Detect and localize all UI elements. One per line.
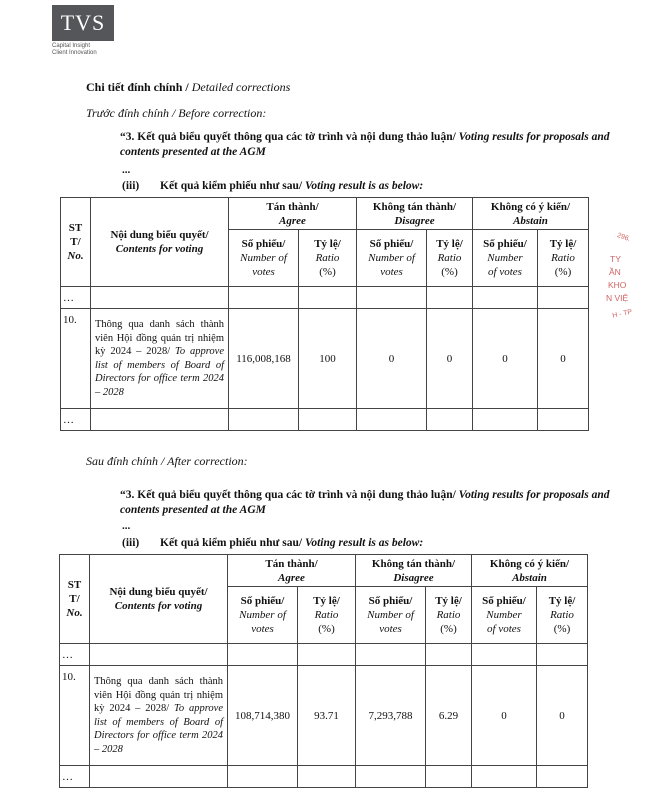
header-no-3: No. xyxy=(67,250,84,262)
empty-cell xyxy=(229,287,299,309)
subheading-roman: (iii) xyxy=(122,537,140,549)
ratio-vi: Tỷ lệ/ xyxy=(313,595,340,607)
empty-cell xyxy=(537,766,588,788)
votes-vi: Số phiếu/ xyxy=(369,238,414,250)
empty-cell xyxy=(228,766,298,788)
ratio-pct: (%) xyxy=(318,623,335,635)
heading-en: Voting results for proposals and contents presented at the AGM xyxy=(120,131,610,158)
ratio-pct: (%) xyxy=(554,266,572,278)
ratio-en: Ratio xyxy=(314,609,339,621)
heading-en: Voting results for proposals and contents presented at the AGM xyxy=(120,489,610,516)
header-agree xyxy=(228,555,356,587)
table-row xyxy=(60,666,588,766)
empty-cell xyxy=(357,287,427,309)
red-stamp xyxy=(606,232,655,346)
row-ellipsis-no: … xyxy=(60,766,90,788)
header-no-1: ST xyxy=(68,222,83,234)
header-agree-en: Agree xyxy=(278,571,305,584)
empty-cell xyxy=(427,409,473,431)
header-agree-en: Agree xyxy=(279,214,306,227)
empty-cell xyxy=(91,409,229,431)
table-row xyxy=(61,287,589,309)
abstain-ratio-value: 0 xyxy=(538,309,589,409)
votes-en-1: Number of xyxy=(367,609,414,621)
abstain-votes-value: 0 xyxy=(473,309,538,409)
agree-votes-value: 108,714,380 xyxy=(228,666,298,766)
empty-cell xyxy=(298,766,356,788)
header-abstain-ratio xyxy=(537,587,588,644)
empty-cell xyxy=(427,287,473,309)
header-abstain-en: Abstain xyxy=(513,214,548,227)
empty-cell xyxy=(473,287,538,309)
row-content-en: To approve list of members of Board of Directors for office term 2024 – 2028 xyxy=(95,346,224,398)
stamp-line-1: 296. xyxy=(616,232,632,244)
header-agree-ratio xyxy=(298,587,356,644)
header-agree-ratio xyxy=(299,230,357,287)
row-ellipsis-no: … xyxy=(61,287,91,309)
row-content-vi: Thông qua danh sách thành viên Hội đồng quản trị nhiệm kỳ 2024 – 2028/ xyxy=(94,676,223,714)
empty-cell xyxy=(228,644,298,666)
before-item-heading xyxy=(120,130,620,160)
header-no xyxy=(61,198,91,287)
votes-vi: Số phiếu/ xyxy=(368,595,413,607)
votes-abs-en-1: Number xyxy=(486,609,522,621)
header-agree-votes xyxy=(228,587,298,644)
header-no-2: T/ xyxy=(69,593,80,605)
empty-cell xyxy=(90,644,228,666)
stamp-line-4: KHO xyxy=(608,280,627,290)
empty-cell xyxy=(298,644,356,666)
header-disagree-ratio xyxy=(427,230,473,287)
header-content-vi: Nội dung biểu quyết/ xyxy=(110,229,209,241)
header-content-en: Contents for voting xyxy=(114,600,203,612)
header-abstain-vi: Không có ý kiến/ xyxy=(490,200,571,213)
header-abstain xyxy=(473,198,589,230)
after-label: Sau đính chính / After correction: xyxy=(86,454,248,468)
table-row xyxy=(61,309,589,409)
header-abstain xyxy=(472,555,588,587)
header-content-vi: Nội dung biểu quyết/ xyxy=(109,586,208,598)
logo-tagline-2: Client Innovation xyxy=(52,50,97,56)
header-disagree xyxy=(356,555,472,587)
agree-ratio-value: 100 xyxy=(299,309,357,409)
header-content xyxy=(90,555,228,644)
empty-cell xyxy=(473,409,538,431)
ratio-vi: Tỷ lệ/ xyxy=(548,595,576,607)
empty-cell xyxy=(357,409,427,431)
agree-votes-value: 116,008,168 xyxy=(229,309,299,409)
header-no xyxy=(60,555,90,644)
disagree-votes-value: 7,293,788 xyxy=(356,666,426,766)
stamp-line-3: ẦN xyxy=(609,267,621,277)
table-row xyxy=(60,644,588,666)
disagree-ratio-value: 6.29 xyxy=(426,666,472,766)
ratio-vi: Tỷ lệ/ xyxy=(314,238,341,250)
empty-cell xyxy=(299,409,357,431)
votes-en-2: votes xyxy=(252,266,275,278)
empty-cell xyxy=(537,644,588,666)
empty-cell xyxy=(538,287,589,309)
empty-cell xyxy=(229,409,299,431)
row-content xyxy=(91,309,229,409)
header-disagree-vi: Không tán thành/ xyxy=(371,557,456,570)
header-agree-vi: Tán thành/ xyxy=(266,200,319,213)
empty-cell xyxy=(538,409,589,431)
header-abstain-votes xyxy=(472,587,537,644)
votes-en-1: Number of xyxy=(368,252,415,264)
empty-cell xyxy=(472,766,537,788)
ratio-en: Ratio xyxy=(315,252,340,264)
before-label: Trước đính chính / Before correction: xyxy=(86,106,267,120)
header-no-1: ST xyxy=(67,579,82,591)
after-ellipsis: ... xyxy=(122,520,131,532)
empty-cell xyxy=(91,287,229,309)
header-disagree-en: Disagree xyxy=(393,571,434,584)
votes-abs-en-1: Number xyxy=(487,252,523,264)
ratio-pct: (%) xyxy=(319,266,336,278)
subheading-en: Voting result is as below: xyxy=(304,537,424,549)
header-content-en: Contents for voting xyxy=(115,243,204,255)
subheading-en: Voting result is as below: xyxy=(304,180,424,192)
section-title-vi: Chi tiết đính chính / xyxy=(86,80,192,94)
row-ellipsis-no: … xyxy=(61,409,91,431)
stamp-line-5: N VIỆ xyxy=(606,293,629,303)
header-agree xyxy=(229,198,357,230)
row-ellipsis-no: … xyxy=(60,644,90,666)
header-content xyxy=(91,198,229,287)
votes-en-1: Number of xyxy=(239,609,286,621)
empty-cell xyxy=(472,644,537,666)
subheading-vi: Kết quả kiểm phiếu như sau/ xyxy=(160,180,305,192)
before-subheading xyxy=(122,180,423,192)
stamp-line-6: H - TP xyxy=(611,308,633,320)
empty-cell xyxy=(356,644,426,666)
empty-cell xyxy=(90,766,228,788)
ratio-pct: (%) xyxy=(553,623,571,635)
header-no-3: No. xyxy=(66,607,83,619)
disagree-ratio-value: 0 xyxy=(427,309,473,409)
empty-cell xyxy=(426,644,472,666)
votes-vi: Số phiếu/ xyxy=(240,595,285,607)
header-disagree-votes xyxy=(356,587,426,644)
heading-vi: “3. Kết quả biểu quyết thông qua các tờ trình và nội dung thảo luận/ xyxy=(120,131,459,143)
empty-cell xyxy=(356,766,426,788)
votes-abs-en-2: of votes xyxy=(488,266,522,278)
after-subheading xyxy=(122,537,423,549)
header-disagree-vi: Không tán thành/ xyxy=(372,200,457,213)
before-ellipsis: ... xyxy=(122,164,131,176)
table-row xyxy=(61,409,589,431)
ratio-pct: (%) xyxy=(440,623,457,635)
abstain-votes-value: 0 xyxy=(472,666,537,766)
row-no: 10. xyxy=(60,666,90,766)
header-disagree-en: Disagree xyxy=(394,214,435,227)
ratio-en: Ratio xyxy=(551,252,575,264)
ratio-en: Ratio xyxy=(437,252,462,264)
ratio-vi: Tỷ lệ/ xyxy=(436,238,463,250)
empty-cell xyxy=(426,766,472,788)
table-row xyxy=(60,766,588,788)
logo-tagline-1: Capital Insight xyxy=(52,43,91,49)
row-content-vi: Thông qua danh sách thành viên Hội đồng quản trị nhiệm kỳ 2024 – 2028/ xyxy=(95,319,224,357)
before-voting-table xyxy=(60,197,589,431)
after-voting-table xyxy=(59,554,588,788)
header-agree-votes xyxy=(229,230,299,287)
row-no: 10. xyxy=(61,309,91,409)
agree-ratio-value: 93.71 xyxy=(298,666,356,766)
section-title xyxy=(86,80,290,95)
header-abstain-en: Abstain xyxy=(512,571,547,584)
ratio-pct: (%) xyxy=(441,266,458,278)
votes-en-2: votes xyxy=(380,266,403,278)
votes-vi: Số phiếu/ xyxy=(482,595,526,607)
abstain-ratio-value: 0 xyxy=(537,666,588,766)
header-disagree xyxy=(357,198,473,230)
votes-abs-en-2: of votes xyxy=(487,623,521,635)
after-item-heading xyxy=(120,488,620,518)
header-agree-vi: Tán thành/ xyxy=(265,557,318,570)
heading-vi: “3. Kết quả biểu quyết thông qua các tờ trình và nội dung thảo luận/ xyxy=(120,489,459,501)
header-disagree-votes xyxy=(357,230,427,287)
votes-en-1: Number of xyxy=(240,252,287,264)
stamp-line-2: TY xyxy=(610,254,621,264)
header-no-2: T/ xyxy=(70,236,81,248)
subheading-roman: (iii) xyxy=(122,180,140,192)
row-content xyxy=(90,666,228,766)
ratio-vi: Tỷ lệ/ xyxy=(435,595,462,607)
empty-cell xyxy=(299,287,357,309)
logo-mark: TVS xyxy=(52,5,114,41)
ratio-en: Ratio xyxy=(550,609,574,621)
ratio-vi: Tỷ lệ/ xyxy=(549,238,577,250)
header-abstain-ratio xyxy=(538,230,589,287)
subheading-vi: Kết quả kiểm phiếu như sau/ xyxy=(160,537,305,549)
company-logo xyxy=(52,5,114,57)
votes-en-2: votes xyxy=(379,623,402,635)
votes-vi: Số phiếu/ xyxy=(241,238,286,250)
header-disagree-ratio xyxy=(426,587,472,644)
disagree-votes-value: 0 xyxy=(357,309,427,409)
header-abstain-vi: Không có ý kiến/ xyxy=(489,557,570,570)
row-content-en: To approve list of members of Board of Directors for office term 2024 – 2028 xyxy=(94,703,223,755)
section-title-en: Detailed corrections xyxy=(191,80,291,94)
votes-vi: Số phiếu/ xyxy=(483,238,527,250)
votes-en-2: votes xyxy=(251,623,274,635)
ratio-en: Ratio xyxy=(436,609,461,621)
header-abstain-votes xyxy=(473,230,538,287)
